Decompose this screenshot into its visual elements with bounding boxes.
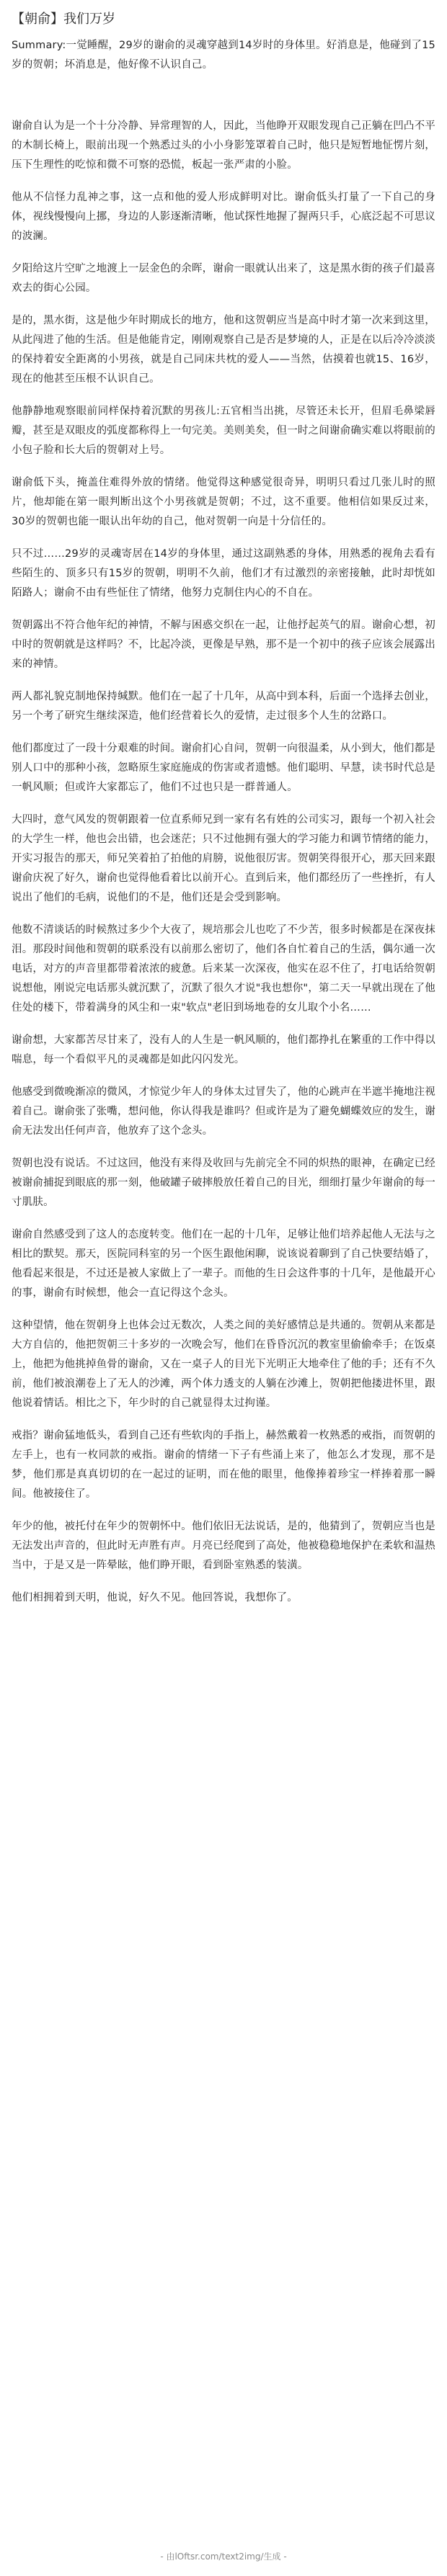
paragraph: 他数不清谈话的时候熬过多少个大夜了，规培那会儿也吃了不少苦，很多时候都是在深夜抹泪。那段时间他和贺朝的联系没有以前那么密切了，他们各自忙着自己的生活，偶尔通一次电话，对方的声音里都带着浓浓的疲惫。后来某一次深夜，他实在忍不住了，打电话给贺朝说想他，刚说完电话那头就沉默了，沉默了很久才说"我也想你"，第二天一早就出现在了他住处的楼下，带着满身的风尘和一束"软点"老旧到场地卷的女儿取个小名……	[12, 924, 435, 1014]
paragraph: 他感受到微晚渐凉的微风，才惊觉少年人的身体太过冒失了，他的心跳声在半遮半掩地注视着自己。谢俞张了张嘴，想问他，你认得我是谁吗？但或许是为了避免蝴蝶效应的发生，谢俞无法发出任何声音，他放弃了这个念头。	[12, 1086, 435, 1137]
paragraph: 只不过……29岁的灵魂寄居在14岁的身体里，通过这副熟悉的身体，用熟悉的视角去看有些陌生的、顶多只有15岁的贺朝，明明不久前，他们才有过激烈的亲密接触，此时却恍如陌路人；谢俞不由有些怔住了情绪，他努力克制住内心的不自在。	[12, 548, 435, 599]
paragraph: 两人都礼貌克制地保持缄默。他们在一起了十几年，从高中到本科，后面一个选择去创业，另一个考了研究生继续深造，他们经营着长久的爱情，走过很多个人生的岔路口。	[12, 691, 435, 722]
paragraph: 夕阳给这片空旷之地渡上一层金色的余晖，谢俞一眼就认出来了，这是黑水街的孩子们最喜欢去的街心公园。	[12, 263, 435, 294]
paragraph: 这种望情，他在贺朝身上也体会过无数次，人类之间的美好感情总是共通的。贺朝从来都是大方自信的，他把贺朝三十多岁的一次晚会写，他们在昏昏沉沉的教室里偷偷牵手；在饭桌上，他把为他挑掉鱼骨的谢俞，又在一桌子人的目光下光明正大地牵住了他的手；还有不久前，他们被浪潮卷上了无人的沙滩，两个体力透支的人躺在沙滩上，贺朝把他搂进怀里，跟他说着情话。相比之下，年少时的自己就显得太过拘谨。	[12, 1320, 435, 1409]
paragraph: 他从不信怪力乱神之事，这一点和他的爱人形成鲜明对比。谢俞低头打量了一下自己的身体，视线慢慢向上挪，身边的人影逐渐清晰，他试探性地握了握两只手，心底泛起不可思议的波澜。	[12, 192, 435, 242]
paragraph: 他们相拥着到天明，他说，好久不见。他回答说，我想你了。	[12, 1592, 298, 1604]
paragraph: 贺朝露出不符合他年纪的神情，不解与困惑交织在一起，让他抒起英气的眉。谢俞心想，初中时的贺朝就是这样吗？不，比起冷淡，更像是早熟，那不是一个初中的孩子应该会展露出来的神情。	[12, 620, 435, 670]
paragraph: 是的，黑水街，这是他少年时期成长的地方，他和这贺朝应当是高中时才第一次来到这里，从此闯进了他的生活。但是他能肯定，刚刚观察自己是否是梦境的人，正是在以后冷冷淡淡的保持着安全距离的小男孩，就是自己同床共枕的爱人——当然，估摸着也就15、16岁，现在的他甚至压根不认识自己。	[12, 315, 435, 385]
paragraph: 大四时，意气风发的贺朝跟着一位直系师兄到一家有名有姓的公司实习，跟每一个初入社会的大学生一样，他也会出错，也会迷茫；只不过他拥有强大的学习能力和调节情绪的能力，开实习报告的那天，师兄笑着拍了拍他的肩膀，说他很厉害。贺朝笑得很开心，那天回来跟谢俞庆祝了好久，谢俞也觉得他看着比以前开心。直到后来，他们都经历了一些挫折，有人说出了他们的毛病，说他们的不是，他们还是会受到影响。	[12, 814, 435, 903]
article-title: 【朝俞】我们万岁	[12, 12, 115, 27]
paragraph: 谢俞自然感受到了这人的态度转变。他们在一起的十几年，足够让他们培养起他人无法与之相比的默契。那天，医院同科室的另一个医生跟他闲聊，说该说着聊到了自己快要结婚了，他看起来很是，不过还是被人家做上了一辈子。而他的生日会这件事的十几年，是他最开心的事，谢俞有时候想，他会一直记得这个念头。	[12, 1229, 435, 1299]
paragraph: 他静静地观察眼前同样保持着沉默的男孩儿:五官相当出挑，尽管还未长开，但眉毛鼻梁唇瓣，甚至是双眼皮的弧度都称得上一句完美。美则美矣，但一时之间谢俞确实难以将眼前的小包子脸和长大后的贺朝对上号。	[12, 406, 435, 456]
footer-credit: - 由lOftsr.com/text2img/生成 -	[160, 2552, 287, 2562]
article-summary: Summary:一觉睡醒，29岁的谢俞的灵魂穿越到14岁时的身体里。好消息是，他碰到了15岁的贺朝；坏消息是，他好像不认识自己。	[12, 40, 435, 71]
paragraph: 贺朝也没有说话。不过这回，他没有来得及收回与先前完全不同的炽热的眼神，在确定已经被谢俞捕捉到眼底的那一刻，他破罐子破摔般放任着自己的目光，细细打量少年谢俞的每一寸肌肤。	[12, 1158, 435, 1208]
paragraph: 年少的他，被托付在年少的贺朝怀中。他们依旧无法说话，是的，他猜到了，贺朝应当也是无法发出声音的，但此时无声胜有声。月亮已经爬到了高处，他被稳稳地保护在柔软和温热当中，于是又是一阵晕眩，他们睁开眼，看到卧室熟悉的装潢。	[12, 1521, 435, 1571]
paragraph: 谢俞想，大家都苦尽甘来了，没有人的人生是一帆风顺的，他们都挣扎在繁重的工作中得以喘息，每一个看似平凡的灵魂都是如此闪闪发光。	[12, 1034, 435, 1065]
paragraph: 谢俞自认为是一个十分冷静、异常理智的人，因此，当他睁开双眼发现自己正躺在凹凸不平的木制长椅上，眼前出现一个熟悉过头的小小身影笼罩着自己时，他只是短暂地怔愣片刻，压下生理性的吃惊和微不可察的恐慌，板起一张严肃的小脸。	[12, 120, 435, 171]
paragraph: 谢俞低下头，掩盖住难得外放的情绪。他觉得这种感觉很奇异，明明只看过几张儿时的照片，他却能在第一眼判断出这个小男孩就是贺朝；不过，这不重要。他相信如果反过来，30岁的贺朝也能一眼认出年幼的自己，他对贺朝一向是十分信任的。	[12, 477, 435, 527]
paragraph: 他们都度过了一段十分艰难的时间。谢俞扪心自问，贺朝一向很温柔，从小到大，他们都是别人口中的那种小孩，忽略原生家庭施成的伤害或者遗憾。他们聪明、早慧，读书时代总是一帆风顺；但或许大家都忘了，他们不过也只是一群普通人。	[12, 743, 435, 793]
paragraph: 戒指？谢俞猛地低头，看到自己还有些软肉的手指上，赫然戴着一枚熟悉的戒指，而贺朝的左手上，也有一枚同款的戒指。谢俞的情绪一下子有些涌上来了，他怎么才发现，那不是梦，他们那是真真切切的在一起过的证明，而在他的眼里，他像捧着珍宝一样捧着那一瞬间。他被接住了。	[12, 1430, 435, 1500]
